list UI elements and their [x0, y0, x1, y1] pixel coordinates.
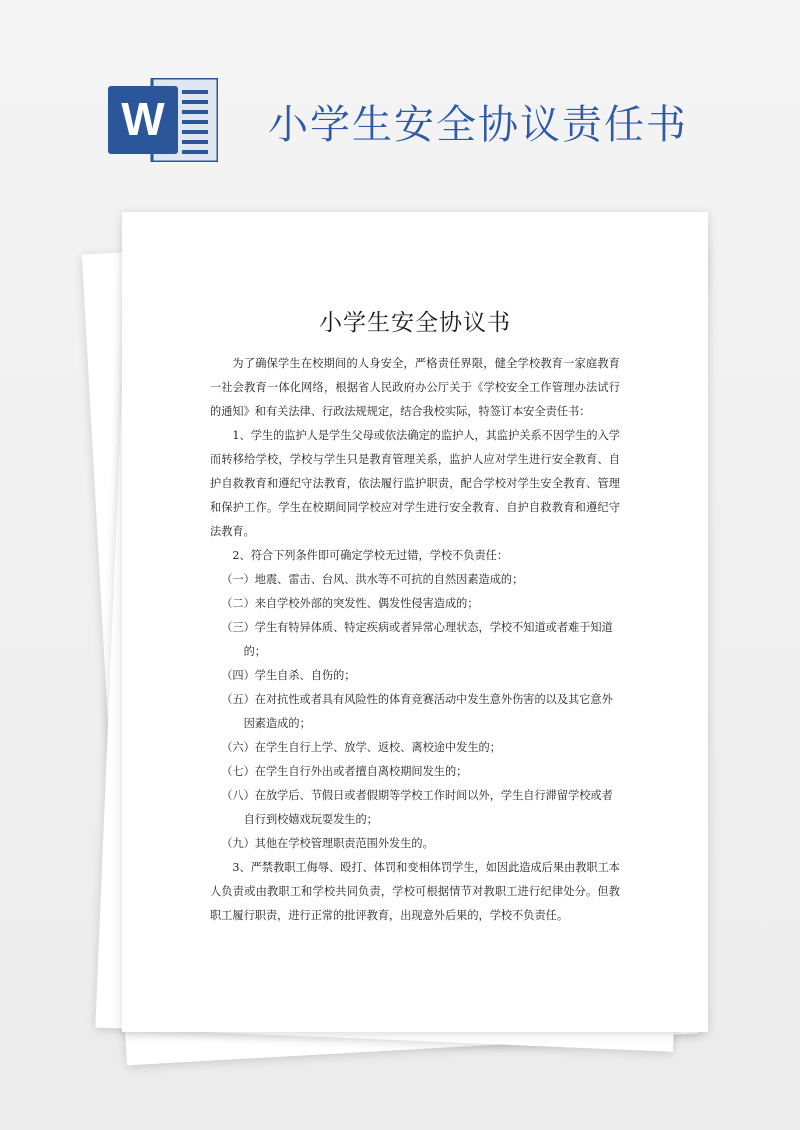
document-page: [122, 212, 708, 1032]
intro-paragraph: 为了确保学生在校期间的人身安全，严格责任界限，健全学校教育一家庭教育一社会教育一体化网络，根据省人民政府办公厅关于《学校安全工作管理办法试行的通知》和有关法律、行政法规规定，结合我校实际，特签订本安全责任书：: [210, 357, 620, 418]
clause-2-item: （一）地震、雷击、台风、洪水等不可抗的自然因素造成的；: [221, 573, 524, 586]
clause-2: 2、符合下列条件即可确定学校无过错，学校不负责任：: [232, 549, 509, 562]
clause-2-item: （六）在学生自行上学、放学、返校、离校途中发生的；: [221, 741, 501, 754]
clause-2-item: （五）在对抗性或者具有风险性的体育竞赛活动中发生意外伤害的以及其它意外因素造成的；: [221, 693, 613, 730]
clause-2-item: （三）学生有特异体质、特定疾病或者异常心理状态，学校不知道或者难于知道的；: [221, 621, 613, 658]
banner: [0, 0, 800, 200]
clause-2-item: （八）在放学后、节假日或者假期等学校工作时间以外，学生自行滞留学校或者自行到校嬉戏玩耍发生的；: [221, 789, 613, 826]
clause-2-item: （二）来自学校外部的突发性、偶发性侵害造成的；: [221, 597, 479, 610]
clause-2-item: （四）学生自杀、自伤的；: [221, 669, 356, 682]
document-title: 小学生安全协议书: [319, 310, 511, 336]
word-logo-letter: W: [121, 93, 165, 145]
clause-3: 3、严禁教职工侮辱、殴打、体罚和变相体罚学生，如因此造成后果由教职工本人负责或由教职工和学校共同负责，学校可根据情节对教职工进行纪律处分。但教职工履行职责，进行正常的批评教育，出现意外后果的，学校不负责任。: [210, 861, 620, 922]
document-body: [210, 352, 620, 928]
word-document-icon: [108, 78, 218, 162]
clause-1: 1、学生的监护人是学生父母或依法确定的监护人，其监护关系不因学生的入学而转移给学校，学校与学生只是教育管理关系，监护人应对学生进行安全教育、自护自救教育和遵纪守法教育，依法履行监护职责，配合学校对学生安全教育、管理和保护工作。学生在校期间同学校应对学生进行安全教育、自护自救教育和遵纪守法教育。: [210, 429, 620, 538]
clause-2-list: [210, 568, 620, 856]
clause-2-item: （七）在学生自行外出或者擅自离校期间发生的；: [221, 765, 468, 778]
clause-2-item: （九）其他在学校管理职责范围外发生的。: [221, 837, 434, 850]
banner-title: 小学生安全协议责任书: [268, 102, 688, 148]
